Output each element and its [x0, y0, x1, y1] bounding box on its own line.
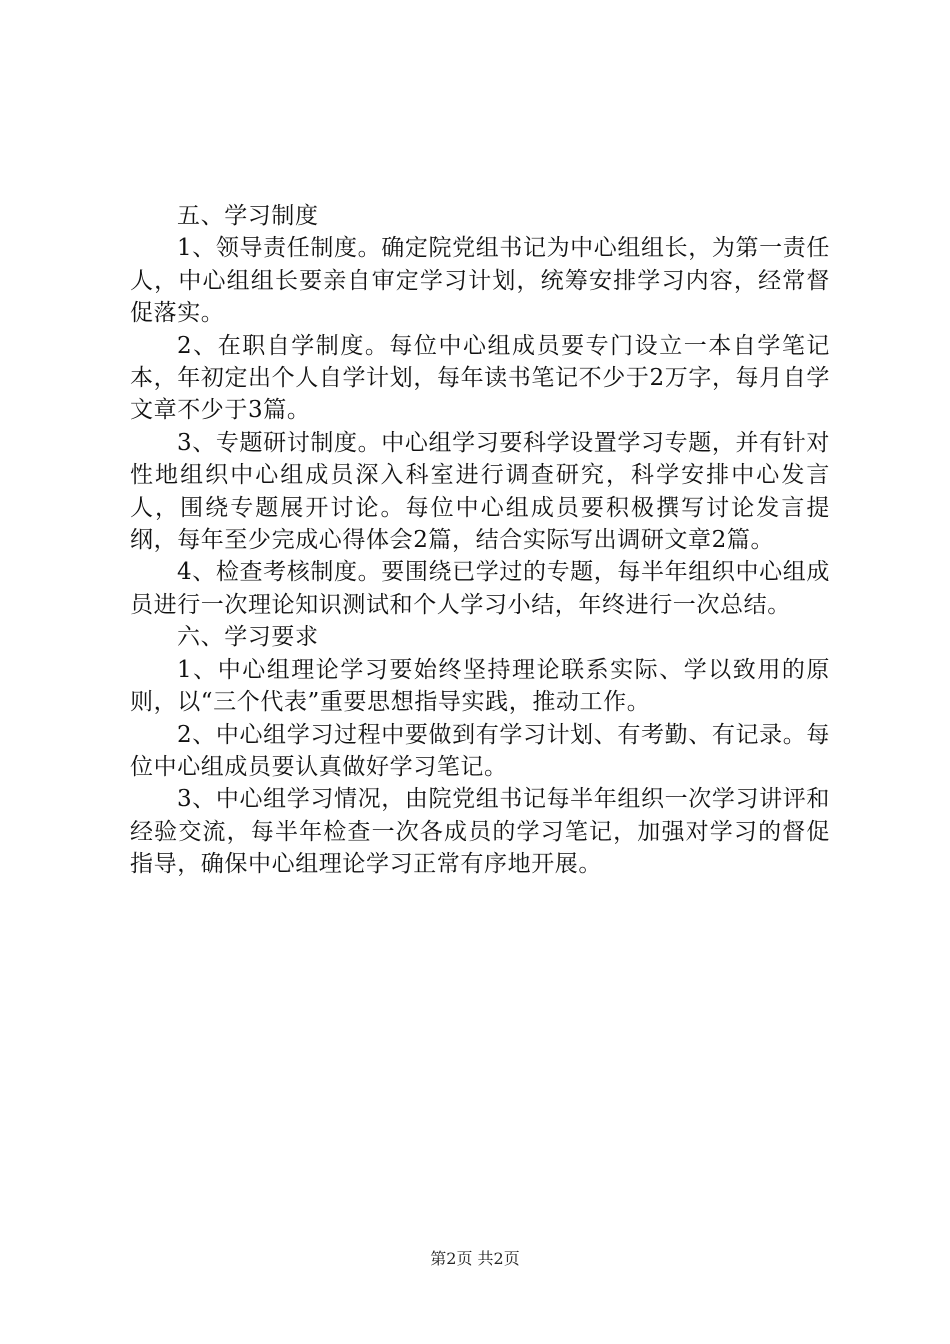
document-body — [130, 200, 830, 881]
paragraph: 1、中心组理论学习要始终坚持理论联系实际、学以致用的原则，以“三个代表”重要思想指导实践，推动工作。 — [130, 656, 830, 716]
paragraph: 4、检查考核制度。要围绕已学过的专题，每半年组织中心组成员进行一次理论知识测试和个人学习小结，年终进行一次总结。 — [130, 559, 830, 618]
paragraph: 1、领导责任制度。确定院党组书记为中心组组长，为第一责任人，中心组组长要亲自审定学习计划，统筹安排学习内容，经常督促落实。 — [130, 235, 830, 327]
paragraph: 3、专题研讨制度。中心组学习要科学设置学习专题，并有针对性地组织中心组成员深入科室进行调查研究，科学安排中心发言人，围绕专题展开讨论。每位中心组成员要积极撰写讨论发言提纲，每年至少完成心得体会2篇，结合实际写出调研文章2篇。 — [130, 429, 830, 554]
section-heading: 五、学习制度 — [177, 203, 319, 229]
paragraph: 3、中心组学习情况，由院党组书记每半年组织一次学习讲评和经验交流，每半年检查一次各成员的学习笔记，加强对学习的督促指导，确保中心组理论学习正常有序地开展。 — [130, 786, 830, 878]
paragraph: 2、中心组学习过程中要做到有学习计划、有考勤、有记录。每位中心组成员要认真做好学习笔记。 — [130, 721, 830, 780]
section-heading: 六、学习要求 — [177, 624, 319, 651]
paragraph: 2、在职自学制度。每位中心组成员要专门设立一本自学笔记本，年初定出个人自学计划，每年读书笔记不少于2万字，每月自学文章不少于3篇。 — [130, 332, 830, 424]
page-number-footer: 第2页 共2页 — [430, 1249, 520, 1268]
